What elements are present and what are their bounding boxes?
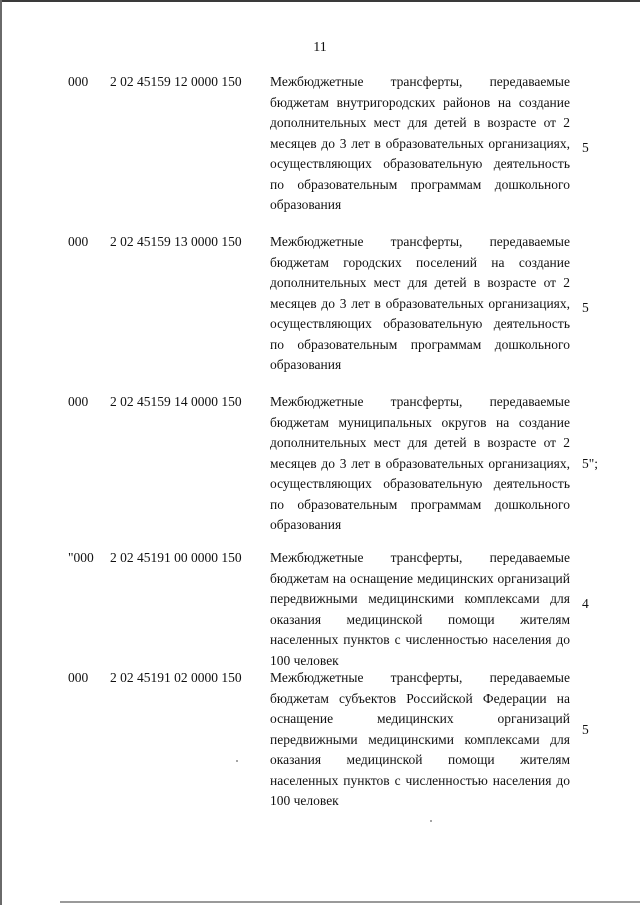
admin-code: 000 [68, 74, 89, 89]
scan-speck [236, 760, 238, 762]
scan-edge-left [0, 0, 2, 905]
row-description: Межбюджетные трансферты, передаваемые бюджетам муниципальных округов на создание дополнительных мест для детей в возрасте от 2 месяцев до 3 лет в образовательных организациях, осуществляющих образовательную деятельность по образовательным программам дошкольного образования [270, 394, 570, 532]
row-value: 5 [582, 140, 589, 155]
scan-edge-bottom [60, 901, 640, 903]
budget-code: 2 02 45191 00 0000 150 [110, 550, 242, 565]
scan-edge-top [0, 0, 640, 2]
row-description: Межбюджетные трансферты, передаваемые бюджетам внутригородских районов на создание дополнительных мест для детей в возрасте от 2 месяцев до 3 лет в образовательных организациях, осуществляющих образовательную деятельность по образовательным программам дошкольного образования [270, 74, 570, 212]
admin-code: 000 [68, 670, 89, 685]
page-number: 11 [313, 40, 327, 55]
budget-code: 2 02 45191 02 0000 150 [110, 670, 242, 685]
row-value: 4 [582, 596, 589, 611]
row-value: 5 [582, 722, 589, 737]
row-value: 5 [582, 300, 589, 315]
admin-code: 000 [68, 394, 89, 409]
budget-code: 2 02 45159 14 0000 150 [110, 394, 242, 409]
row-value: 5"; [582, 456, 599, 471]
admin-code: "000 [68, 550, 94, 565]
row-description: Межбюджетные трансферты, передаваемые бюджетам на оснащение медицинских организаций передвижными медицинскими комплексами для оказания медицинской помощи жителям населенных пунктов с численностью населения до 100 человек [270, 550, 570, 668]
admin-code: 000 [68, 234, 89, 249]
row-description: Межбюджетные трансферты, передаваемые бюджетам субъектов Российской Федерации на оснащение медицинских организаций передвижными медицинскими комплексами для оказания медицинской помощи жителям населенных пунктов с численностью населения до 100 человек [270, 670, 570, 808]
budget-code: 2 02 45159 13 0000 150 [110, 234, 242, 249]
budget-code: 2 02 45159 12 0000 150 [110, 74, 242, 89]
row-description: Межбюджетные трансферты, передаваемые бюджетам городских поселений на создание дополнительных мест для детей в возрасте от 2 месяцев до 3 лет в образовательных организациях, осуществляющих образовательную деятельность по образовательным программам дошкольного образования [270, 234, 570, 372]
scan-speck [430, 820, 432, 822]
